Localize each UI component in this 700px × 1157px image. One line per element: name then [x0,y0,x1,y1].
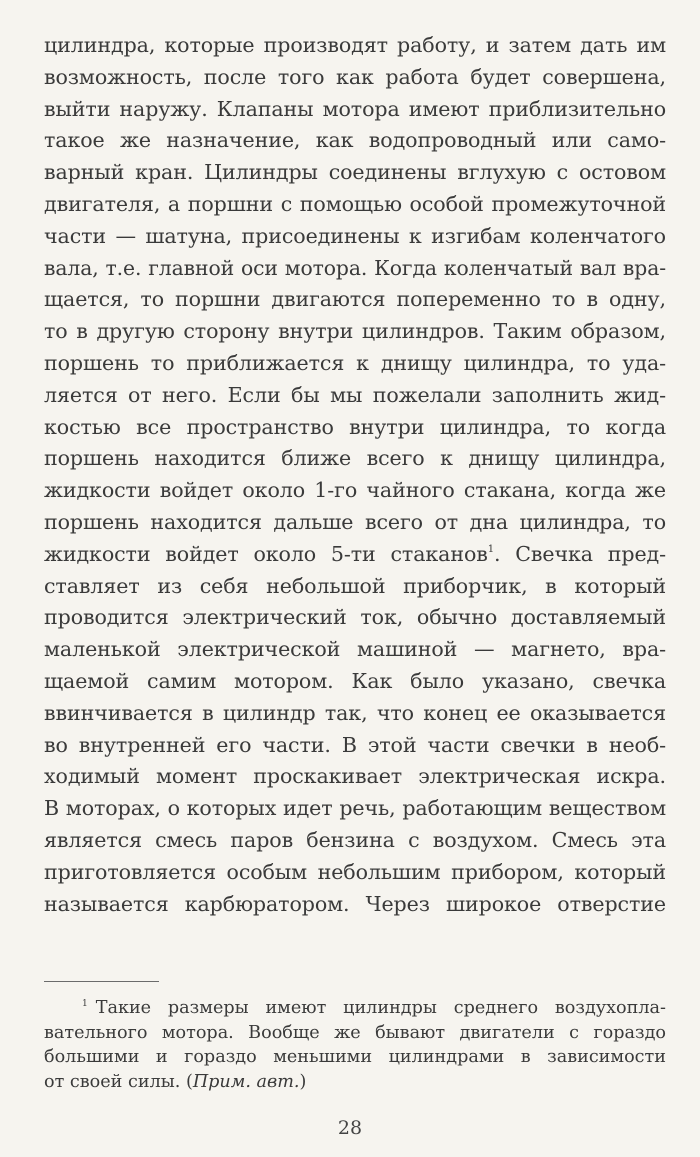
text-line: вала, т.е. главной оси мотора. Когда коленчатый вал вра- [44,255,666,280]
text-segment: . Свечка пред- [494,541,666,566]
text-line: щается, то поршни двигаются попеременно то в одну, [44,287,666,312]
footnote [44,996,666,1094]
footnote-reference: 1 [487,543,495,555]
text-line-with-footnote-ref [44,539,666,571]
text-line: выйти наружу. Клапаны мотора имеют приблизительно [44,96,666,121]
text-line: В моторах, о которых идет речь, работающим веществом [44,796,666,821]
page-number: 28 [337,1117,363,1139]
text-line: называется карбюратором. Через широкое отверстие [44,891,666,916]
text-line: ходимый момент проскакивает электрическая искра. [44,764,666,789]
text-line: во внутренней его части. В этой части свечки в необ- [44,732,666,757]
text-line: то в другую сторону внутри цилиндров. Таким образом, [44,319,666,344]
footnote-line: вательного мотора. Вообще же бывают двигатели с гораздо [44,1022,666,1043]
footnote-divider [44,981,159,982]
text-line: жидкости войдет около 1-го чайного стакана, когда же [44,478,666,503]
text-line: щаемой самим мотором. Как было указано, свечка [44,668,666,693]
text-line: возможность, после того как работа будет совершена, [44,64,666,89]
footnote-text: от своей силы. ( [44,1071,193,1092]
footnote-text: Такие размеры имеют цилиндры среднего воздухопла- [95,998,666,1018]
text-line: ставляет из себя небольшой приборчик, в который [44,573,666,598]
text-line: поршень находится дальше всего от дна цилиндра, то [44,509,666,534]
author-note: Прим. авт. [192,1071,300,1092]
text-line: поршень находится ближе всего к днищу цилиндра, [44,446,666,471]
body-text [44,30,666,920]
text-line: поршень то приближается к днищу цилиндра, то уда- [44,350,666,375]
text-line: такое же назначение, как водопроводный или само- [44,128,666,153]
text-line: проводится электрический ток, обычно доставляемый [44,605,666,630]
text-line: является смесь паров бензина с воздухом. Смесь эта [44,827,666,852]
text-line: двигателя, а поршни с помощью особой промежуточной [44,191,666,216]
text-line: маленькой электрической машиной — магнето, вра- [44,637,666,662]
footnote-text: ) [299,1071,307,1092]
text-line: приготовляется особым небольшим прибором, который [44,859,666,884]
text-segment: жидкости войдет около 5-ти стаканов [44,541,488,566]
text-line: ляется от него. Если бы мы пожелали заполнить жид- [44,382,666,407]
text-line: костью все пространство внутри цилиндра, то когда [44,414,666,439]
text-line: цилиндра, которые производят работу, и затем дать им [44,33,666,57]
footnote-line: большими и гораздо меньшими цилиндрами в зависимости [44,1047,666,1068]
footnote-line [44,996,666,1021]
text-line: варный кран. Цилиндры соединены вглухую с остовом [44,160,666,185]
footnote-marker: 1 [82,999,88,1009]
footnote-line [44,1070,666,1095]
text-line: ввинчивается в цилиндр так, что конец ее оказывается [44,700,666,725]
text-line: части — шатуна, присоединены к изгибам коленчатого [44,223,666,248]
